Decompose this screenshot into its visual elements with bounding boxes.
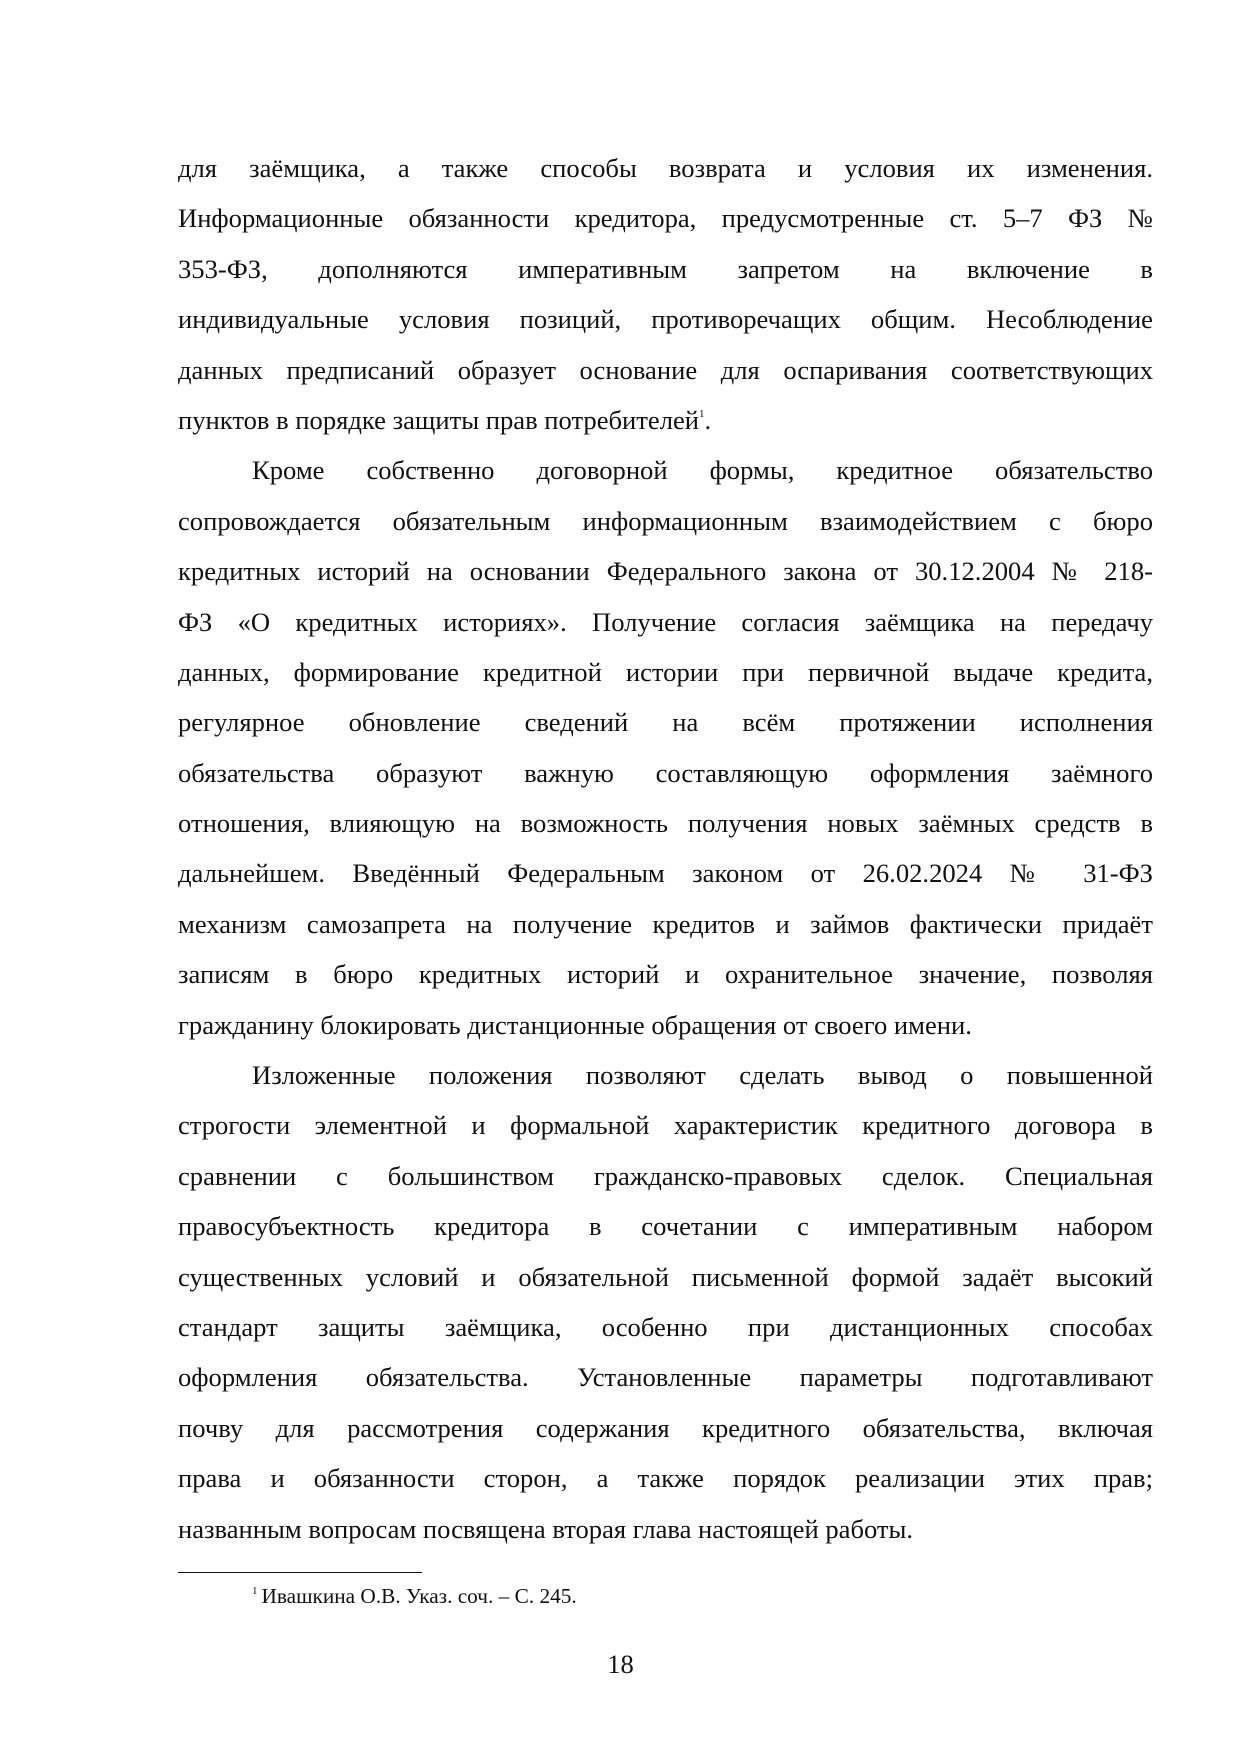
footnote-number: 1 [252,1585,258,1597]
text-line: обязательства образуют важную составляющую оформления заёмного [178,757,1153,788]
text-line: ФЗ «О кредитных историях». Получение согласия заёмщика на передачу [178,606,1153,637]
text-line [178,395,1153,445]
text-line: дальнейшем. Введённый Федеральным законом от 26.02.2024 № 31-ФЗ [178,858,1153,889]
text-line: Информационные обязанности кредитора, предусмотренные ст. 5–7 ФЗ № [178,203,1153,234]
text-line: кредитных историй на основании Федерального закона от 30.12.2004 № 218- [178,556,1153,587]
text-line-trailing: . [704,404,712,435]
text-line: Изложенные положения позволяют сделать вывод о повышенной [252,1060,1153,1091]
text-line: записям в бюро кредитных историй и охранительное значение, позволяя [178,959,1153,990]
text-line: отношения, влияющую на возможность получения новых заёмных средств в [178,808,1153,839]
text-line: Кроме собственно договорной формы, кредитное обязательство [252,455,1153,486]
text-line: строгости элементной и формальной характеристик кредитного договора в [178,1110,1153,1141]
text-line: механизм самозапрета на получение кредитов и займов фактически придаёт [178,908,1153,939]
text-line: 353-ФЗ, дополняются императивным запретом на включение в [178,253,1153,284]
text-line: существенных условий и обязательной письменной формой задаёт высокий [178,1261,1153,1292]
text-line: для заёмщика, а также способы возврата и условия их изменения. [178,153,1153,183]
footnote-reference[interactable]: 1 [699,407,705,420]
text-line: данных, формирование кредитной истории при первичной выдаче кредита, [178,656,1153,687]
text-line: названным вопросам посвящена вторая глава настоящей работы. [178,1513,914,1544]
text-line: оформления обязательства. Установленные параметры подготавливают [178,1362,1153,1393]
body-text [178,143,1153,1554]
page-number: 18 [607,1649,634,1679]
text-line: почву для рассмотрения содержания кредитного обязательства, включая [178,1412,1153,1443]
text-line: данных предписаний образует основание для оспаривания соответствующих [178,354,1153,385]
footnote-text: Ивашкина О.В. Указ. соч. – С. 245. [261,1584,577,1608]
footnote-separator [178,1572,422,1573]
text-line-content: пунктов в порядке защиты прав потребителей [178,404,700,435]
text-line: сравнении с большинством гражданско-правовых сделок. Специальная [178,1160,1153,1191]
text-line: права и обязанности сторон, а также порядок реализации этих прав; [178,1463,1153,1494]
text-line: гражданину блокировать дистанционные обращения от своего имени. [178,1009,972,1040]
text-line: правосубъектность кредитора в сочетании с императивным набором [178,1211,1153,1242]
text-line: индивидуальные условия позиций, противоречащих общим. Несоблюдение [178,304,1153,335]
footnote [252,1582,577,1610]
text-line: стандарт защиты заёмщика, особенно при дистанционных способах [178,1311,1153,1342]
text-line: регулярное обновление сведений на всём протяжении исполнения [178,707,1153,738]
text-line: сопровождается обязательным информационным взаимодействием с бюро [178,505,1153,536]
